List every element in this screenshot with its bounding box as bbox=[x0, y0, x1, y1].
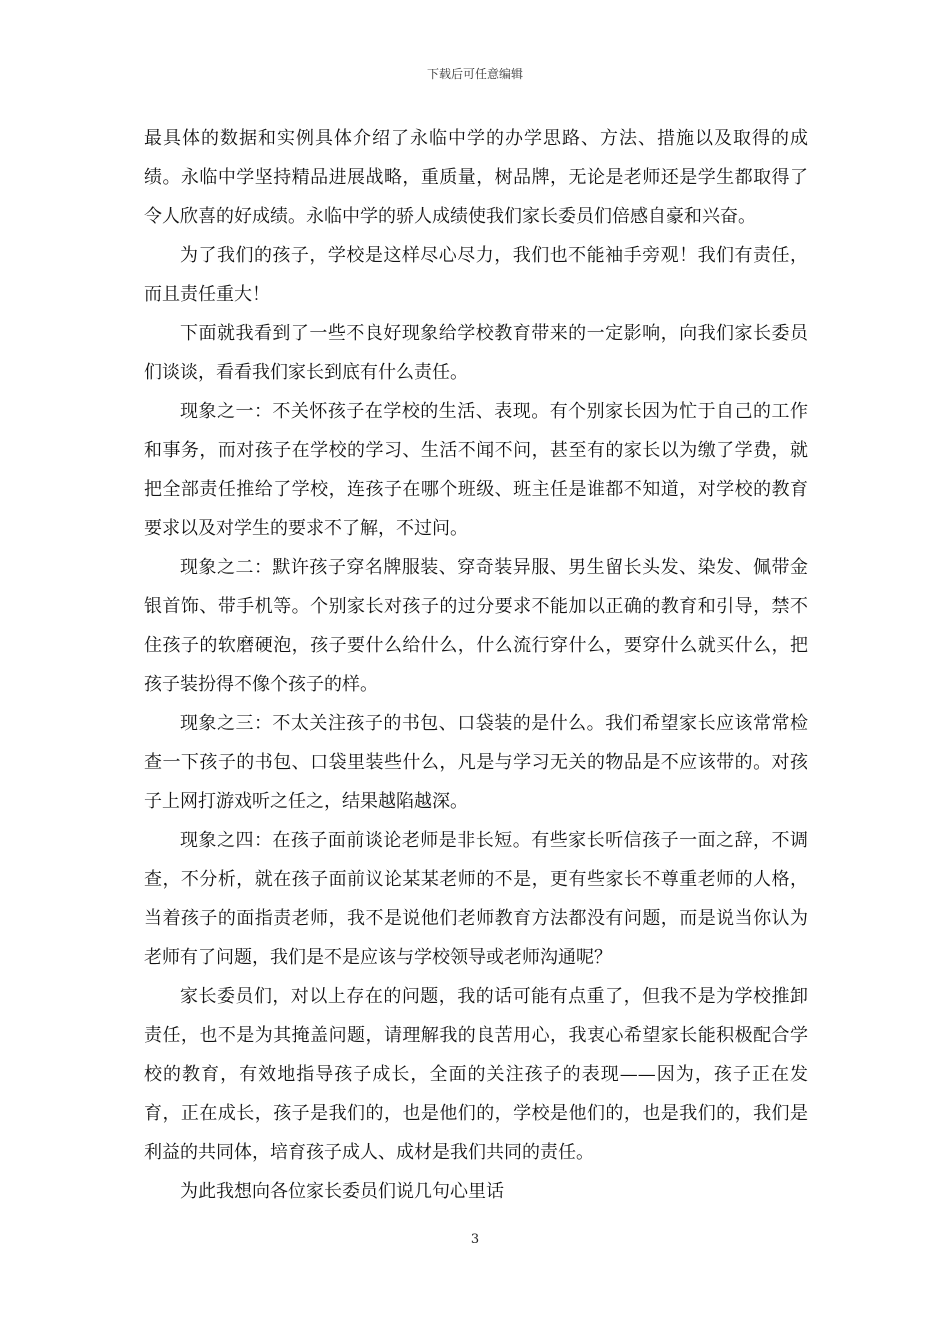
paragraph-2: 为了我们的孩子，学校是这样尽心尽力，我们也不能袖手旁观！我们有责任，而且责任重大！ bbox=[144, 245, 808, 305]
paragraph-5: 现象之二：默许孩子穿名牌服装、穿奇装异服、男生留长头发、染发、佩带金银首饰、带手机等。个别家长对孩子的过分要求不能加以正确的教育和引导，禁不住孩子的软磨硬泡，孩子要什么给什么，什么流行穿什么，要穿什么就买什么，把孩子装扮得不像个孩子的样。 bbox=[144, 557, 808, 695]
paragraph-4: 现象之一：不关怀孩子在学校的生活、表现。有个别家长因为忙于自己的工作和事务，而对孩子在学校的学习、生活不闻不问，甚至有的家长以为缴了学费，就把全部责任推给了学校，连孩子在哪个班级、班主任是谁都不知道，对学校的教育要求以及对学生的要求不了解，不过问。 bbox=[144, 401, 808, 539]
page-header: 下载后可任意编辑 bbox=[426, 67, 523, 81]
paragraph-9: 为此我想向各位家长委员们说几句心里话 bbox=[180, 1181, 504, 1202]
paragraph-3: 下面就我看到了一些不良好现象给学校教育带来的一定影响，向我们家长委员们谈谈，看看我们家长到底有什么责任。 bbox=[144, 323, 808, 383]
paragraph-7: 现象之四：在孩子面前谈论老师是非长短。有些家长听信孩子一面之辞，不调查，不分析，就在孩子面前议论某某老师的不是，更有些家长不尊重老师的人格，当着孩子的面指责老师，我不是说他们老师教育方法都没有问题，而是说当你认为老师有了问题，我们是不是应该与学校领导或老师沟通呢？ bbox=[144, 830, 808, 968]
document-body bbox=[144, 119, 808, 1211]
page-number: 3 bbox=[470, 1232, 480, 1247]
paragraph-8: 家长委员们，对以上存在的问题，我的话可能有点重了，但我不是为学校推卸责任，也不是为其掩盖问题，请理解我的良苦用心，我衷心希望家长能积极配合学校的教育，有效地指导孩子成长，全面的关注孩子的表现——因为，孩子正在发育，正在成长，孩子是我们的，也是他们的，学校是他们的，也是我们的，我们是利益的共同体，培育孩子成人、成材是我们共同的责任。 bbox=[144, 986, 808, 1163]
paragraph-1: 最具体的数据和实例具体介绍了永临中学的办学思路、方法、措施以及取得的成绩。永临中学坚持精品进展战略，重质量，树品牌，无论是老师还是学生都取得了令人欣喜的好成绩。永临中学的骄人成绩使我们家长委员们倍感自豪和兴奋。 bbox=[144, 128, 808, 227]
paragraph-6: 现象之三：不太关注孩子的书包、口袋装的是什么。我们希望家长应该常常检查一下孩子的书包、口袋里装些什么，凡是与学习无关的物品是不应该带的。对孩子上网打游戏听之任之，结果越陷越深。 bbox=[144, 713, 808, 812]
